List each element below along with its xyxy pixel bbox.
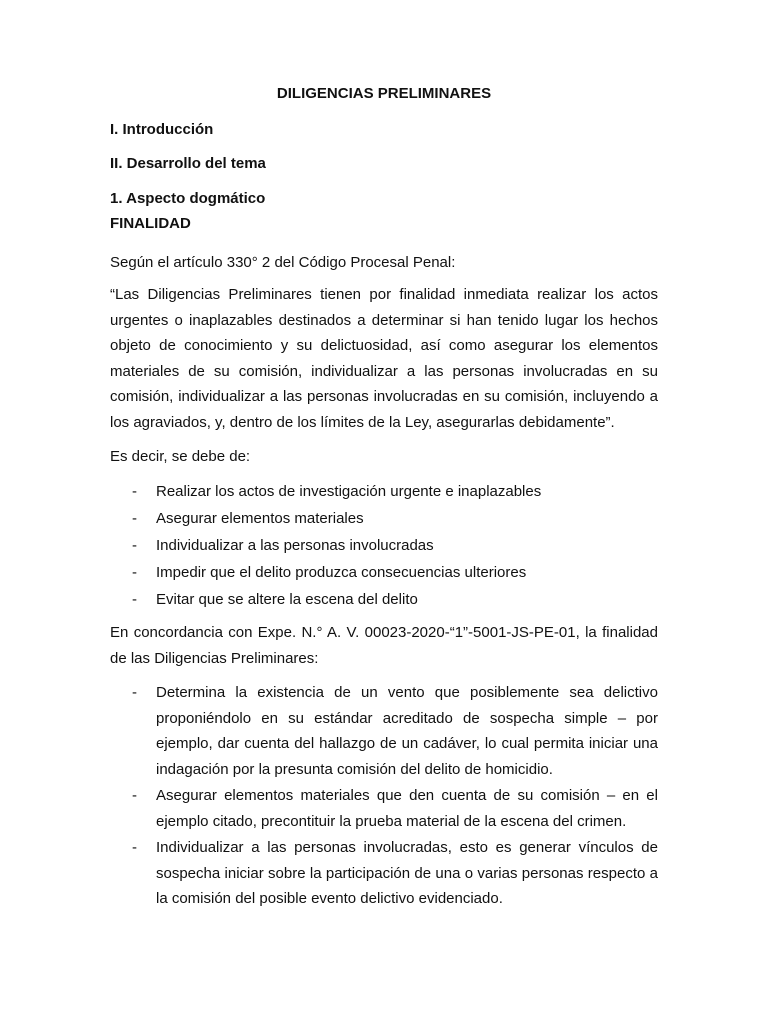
list-item <box>110 680 658 782</box>
paragraph-es-decir: Es decir, se debe de: <box>110 448 251 465</box>
list-item-text: Asegurar elementos materiales que den cuenta de su comisión – en el ejemplo citado, precontituir la prueba material de la escena del crimen. <box>156 787 658 830</box>
list-item <box>110 509 658 536</box>
paragraph-quote-articulo: “Las Diligencias Preliminares tienen por finalidad inmediata realizar los actos urgentes o inaplazables destinados a determinar si han tenido lugar los hechos objeto de conocimiento y su delictuosidad, así como asegurar los elementos materiales de su comisión, individualizar a las personas involucradas en su comisión, individualizar a las personas involucradas en su comisión, incluyendo a los agraviados, y, dentro de los límites de la Ley, asegurarlas debidamente”. <box>110 286 658 431</box>
heading-aspecto-dogmatico: 1. Aspecto dogmático <box>110 190 266 207</box>
bullet-dash: - <box>132 564 137 581</box>
paragraph-segun-articulo: Según el artículo 330° 2 del Código Procesal Penal: <box>110 254 456 271</box>
bullet-dash: - <box>132 591 137 608</box>
heading-desarrollo: II. Desarrollo del tema <box>110 155 266 172</box>
list-finalidad <box>110 680 658 913</box>
list-item-text: Impedir que el delito produzca consecuencias ulteriores <box>156 564 527 581</box>
list-item <box>110 482 658 509</box>
list-item <box>110 835 658 912</box>
list-item-text: Realizar los actos de investigación urgente e inaplazables <box>156 483 542 500</box>
list-item-text: Determina la existencia de un vento que posiblemente sea delictivo proponiéndolo en su estándar acreditado de sospecha simple – por ejemplo, dar cuenta del hallazgo de un cadáver, lo cual permita iniciar una indagación por la presunta comisión del delito de homicidio. <box>156 684 658 778</box>
list-item-text: Individualizar a las personas involucradas, esto es generar vínculos de sospecha iniciar sobre la participación de una o varias personas respecto a la comisión del posible evento delictivo evidenciado. <box>156 839 658 907</box>
heading-introduccion: I. Introducción <box>110 121 214 138</box>
bullet-dash: - <box>132 839 137 856</box>
bullet-dash: - <box>132 684 137 701</box>
bullet-dash: - <box>132 787 137 804</box>
bullet-dash: - <box>132 483 137 500</box>
list-item <box>110 590 658 617</box>
list-item-text: Asegurar elementos materiales <box>156 510 364 527</box>
bullet-dash: - <box>132 537 137 554</box>
paragraph-concordancia: En concordancia con Expe. N.° A. V. 00023-2020-“1”-5001-JS-PE-01, la finalidad de las Diligencias Preliminares: <box>110 624 658 667</box>
list-item <box>110 783 658 834</box>
list-item <box>110 536 658 563</box>
list-deberes <box>110 482 658 617</box>
list-item-text: Individualizar a las personas involucradas <box>156 537 434 554</box>
document-title: DILIGENCIAS PRELIMINARES <box>276 85 492 102</box>
list-item <box>110 563 658 590</box>
heading-finalidad: FINALIDAD <box>110 215 191 232</box>
list-item-text: Evitar que se altere la escena del delito <box>156 591 418 608</box>
bullet-dash: - <box>132 510 137 527</box>
